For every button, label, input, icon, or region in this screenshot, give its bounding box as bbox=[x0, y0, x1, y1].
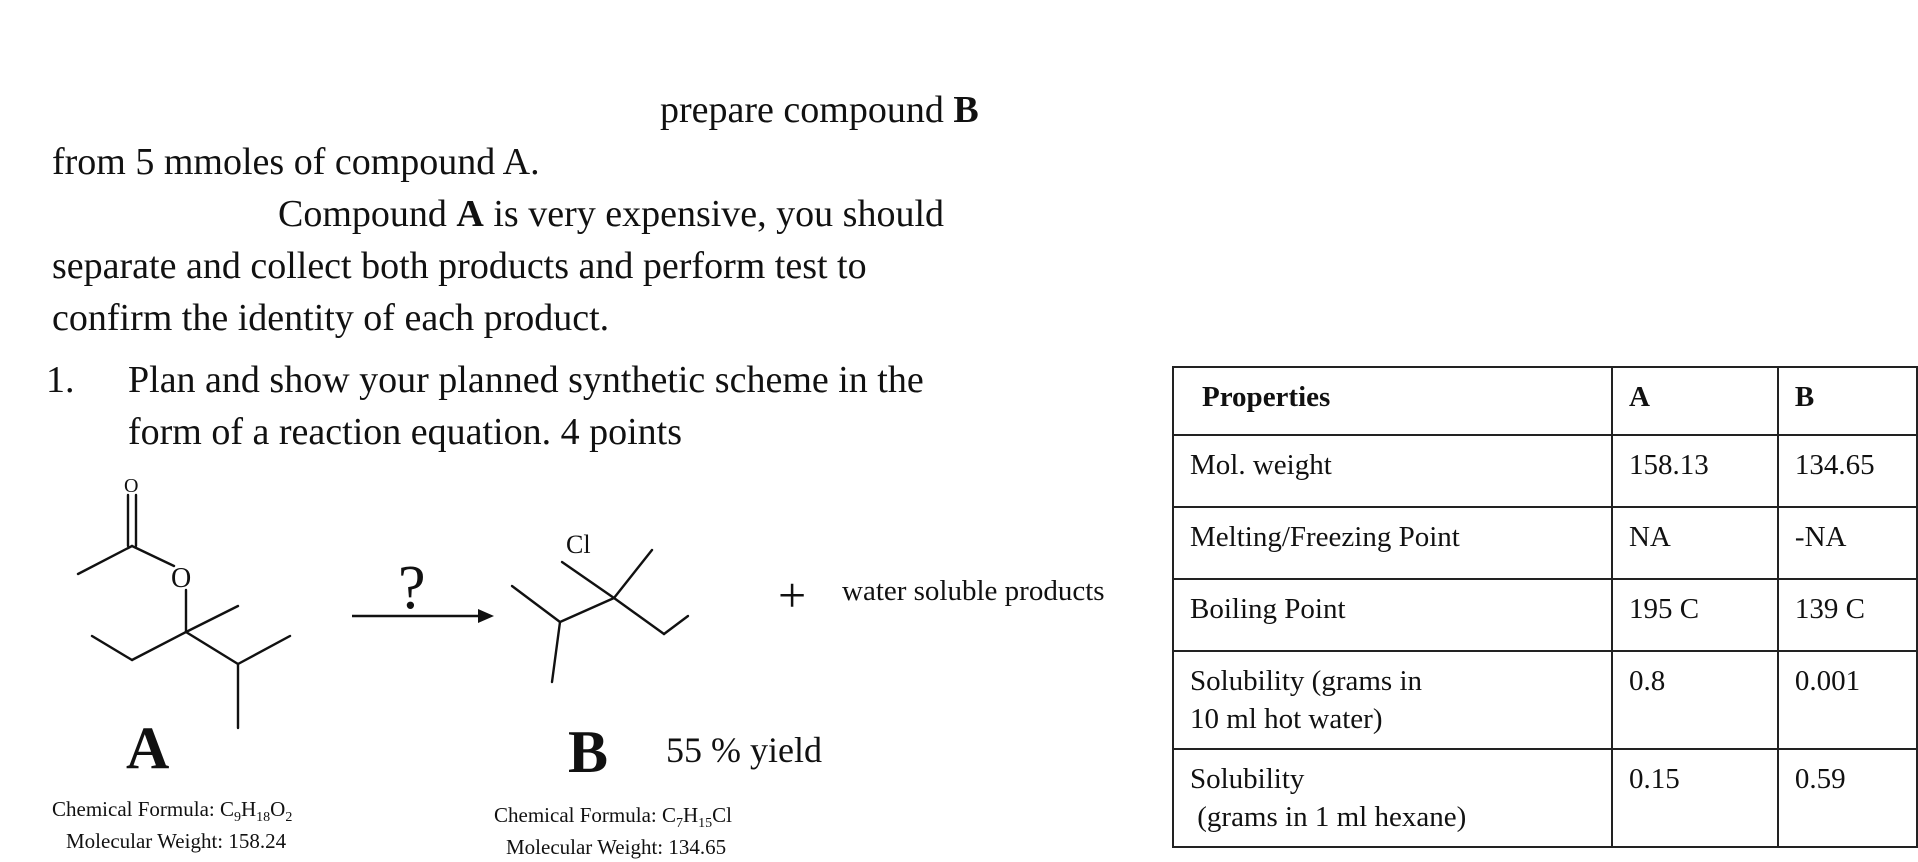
header-a: A bbox=[1612, 367, 1778, 435]
intro-line-5: confirm the identity of each product. bbox=[52, 297, 610, 339]
compound-a-formula: Chemical Formula: $C_9H_{18}O_2$ bbox=[52, 797, 293, 826]
row-label-line: Solubility bbox=[1190, 763, 1305, 795]
compound-a-ester-oxygen: O bbox=[171, 563, 192, 594]
plus-sign: + bbox=[778, 567, 807, 623]
value-b: 134.65 bbox=[1778, 435, 1917, 507]
value-b: 0.001 bbox=[1778, 651, 1917, 749]
byproduct-text: water soluble products bbox=[842, 575, 1105, 607]
header-b: B bbox=[1778, 367, 1917, 435]
compound-a-carbonyl-oxygen: O bbox=[124, 475, 139, 497]
table-header-row bbox=[1173, 367, 1917, 435]
intro-line-1: prepare compound B bbox=[660, 89, 979, 131]
compound-b-mw: Molecular Weight: 134.65 bbox=[506, 835, 727, 859]
value-a: 158.13 bbox=[1612, 435, 1778, 507]
value-b: 0.59 bbox=[1778, 749, 1917, 847]
compound-a-label: A bbox=[126, 715, 170, 780]
header-properties: Properties bbox=[1173, 367, 1612, 435]
row-label: Melting/Freezing Point bbox=[1173, 507, 1612, 579]
intro-line-2: from 5 mmoles of compound A. bbox=[52, 141, 540, 183]
row-label bbox=[1173, 749, 1612, 847]
compound-b-label: B bbox=[568, 719, 609, 780]
compound-b-yield: 55 % yield bbox=[666, 730, 822, 770]
table-row bbox=[1173, 435, 1917, 507]
compound-a-structure bbox=[78, 495, 290, 728]
properties-table bbox=[1172, 366, 1918, 848]
value-a: 0.15 bbox=[1612, 749, 1778, 847]
row-label-line: (grams in 1 ml hexane) bbox=[1190, 801, 1467, 833]
row-label-line: Solubility (grams in bbox=[1190, 665, 1422, 697]
row-label: Boiling Point bbox=[1173, 579, 1612, 651]
compound-a-mw: Molecular Weight: 158.24 bbox=[66, 829, 287, 853]
question-line-2: form of a reaction equation. 4 points bbox=[128, 411, 683, 453]
value-a: 195 C bbox=[1612, 579, 1778, 651]
value-b: -NA bbox=[1778, 507, 1917, 579]
value-b: 139 C bbox=[1778, 579, 1917, 651]
intro-line-4: separate and collect both products and perform test to bbox=[52, 245, 867, 287]
table-row bbox=[1173, 579, 1917, 651]
intro-line-3: Compound A is very expensive, you should bbox=[278, 193, 945, 235]
table-row bbox=[1173, 749, 1917, 847]
value-a: 0.8 bbox=[1612, 651, 1778, 749]
row-label-line: 10 ml hot water) bbox=[1190, 703, 1383, 735]
row-label: Mol. weight bbox=[1173, 435, 1612, 507]
question-number: 1. bbox=[46, 359, 75, 401]
reaction-scheme bbox=[0, 440, 1170, 780]
compound-b-structure bbox=[512, 550, 688, 682]
question-line-1: Plan and show your planned synthetic scheme in the bbox=[128, 359, 924, 401]
table-row bbox=[1173, 507, 1917, 579]
value-a: NA bbox=[1612, 507, 1778, 579]
reagent-unknown: ? bbox=[398, 554, 426, 622]
compound-b-chlorine: Cl bbox=[566, 530, 591, 559]
table-row bbox=[1173, 651, 1917, 749]
compound-b-formula: Chemical Formula: $C_7H_{15}Cl$ bbox=[494, 803, 732, 832]
row-label bbox=[1173, 651, 1612, 749]
